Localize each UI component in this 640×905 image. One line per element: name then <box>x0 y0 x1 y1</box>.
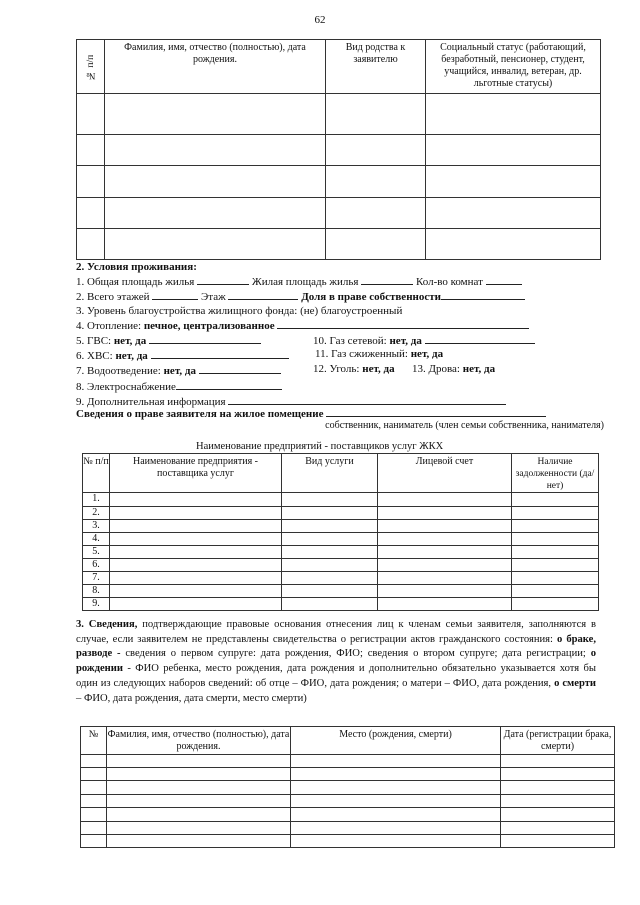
rights-note: собственник, наниматель (член семьи собственника, нанимателя) <box>325 420 604 431</box>
area-line: 1. Общая площадь жилья Жилая площадь жилья Кол-во комнат <box>76 274 606 289</box>
living-conditions-section <box>76 261 606 409</box>
debt-header: Наличие задолженности (да/нет) <box>512 454 599 493</box>
section3-paragraph: 3. Сведения, подтверждающие правовые основания отнесения лиц к членам семьи заявителя, заполняются в случае, если заявителем не представлены свидетельства о регистрации актов гражданского состояния: о браке, разводе - сведения о первом супруге: дата рождения, ФИО; сведения о втором супруге; дата регистрации; о рождении - ФИО ребенка, место рождения, дата рождения и дополнительно обязательно указывается хотя бы один из следующих наборов сведений: об отце – ФИО, дата рождения; о матери – ФИО, дата рождения, о смерти – ФИО, дата рождения, дата смерти, место смерти) <box>76 619 597 704</box>
table-row <box>77 198 601 229</box>
section-title: 2. Условия проживания: <box>76 261 197 273</box>
place-header: Место (рождения, смерти) <box>291 727 501 755</box>
num-header: № п/п <box>77 40 105 94</box>
relation-header: Вид родства к заявителю <box>326 40 426 94</box>
table-row: 7. <box>83 572 599 585</box>
status-header: Социальный статус (работающий, безработный, пенсионер, студент, учащийся, инвалид, ветеран, др. льготные статусы) <box>426 40 601 94</box>
drainage-line: 7. Водоотведение: нет, да 12. Уголь: нет, да 13. Дрова: нет, да <box>76 363 496 378</box>
additional-info-line: 9. Дополнительная информация <box>76 394 606 409</box>
table-row <box>81 835 615 848</box>
table-row <box>81 755 615 768</box>
num-header: № п/п <box>83 454 110 493</box>
electricity-line: 8. Электроснабжение <box>76 379 606 394</box>
table-row <box>81 808 615 822</box>
table-header-row <box>77 40 601 94</box>
table-header-row <box>81 727 615 755</box>
table-row <box>81 795 615 808</box>
table-row: 2. <box>83 507 599 520</box>
table-row: 1. <box>83 493 599 507</box>
table-header-row <box>83 454 599 493</box>
page-number: 62 <box>314 14 326 26</box>
table-row: 9. <box>83 598 599 611</box>
date-header: Дата (регистрации брака, смерти) <box>501 727 615 755</box>
table-row: 4. <box>83 533 599 546</box>
service-header: Вид услуги <box>282 454 378 493</box>
rights-title: Сведения о праве заявителя на жилое помещение <box>76 406 546 421</box>
account-header: Лицевой счет <box>378 454 512 493</box>
civil-acts-table <box>80 726 615 848</box>
table-row <box>77 135 601 166</box>
table-row: 3. <box>83 520 599 533</box>
table-row: 8. <box>83 585 599 598</box>
table-row <box>81 768 615 781</box>
num-header: № <box>81 727 107 755</box>
cold-water-line: 6. ХВС: нет, да 11. Газ сжиженный: нет, да <box>76 348 444 363</box>
table-row: 6. <box>83 559 599 572</box>
table-row <box>77 229 601 260</box>
floors-line: 2. Всего этажей Этаж Доля в праве собственности <box>76 289 606 304</box>
comfort-line: 3. Уровень благоустройства жилищного фонда: (не) благоустроенный <box>76 304 403 317</box>
table-row: 5. <box>83 546 599 559</box>
supplier-name-header: Наименование предприятия - поставщика услуг <box>110 454 282 493</box>
name-header: Фамилия, имя, отчество (полностью), дата рождения. <box>105 40 326 94</box>
family-members-table <box>76 39 601 260</box>
suppliers-table <box>82 453 599 611</box>
hot-water-line: 5. ГВС: нет, да 10. Газ сетевой: нет, да <box>76 333 606 348</box>
table-row <box>81 781 615 795</box>
name-header: Фамилия, имя, отчество (полностью), дата рождения. <box>107 727 291 755</box>
table-row <box>77 94 601 135</box>
table-row <box>81 822 615 835</box>
table-row <box>77 166 601 198</box>
suppliers-caption: Наименование предприятий - поставщиков услуг ЖКХ <box>196 441 444 452</box>
heating-line: 4. Отопление: печное, централизованное <box>76 318 606 333</box>
